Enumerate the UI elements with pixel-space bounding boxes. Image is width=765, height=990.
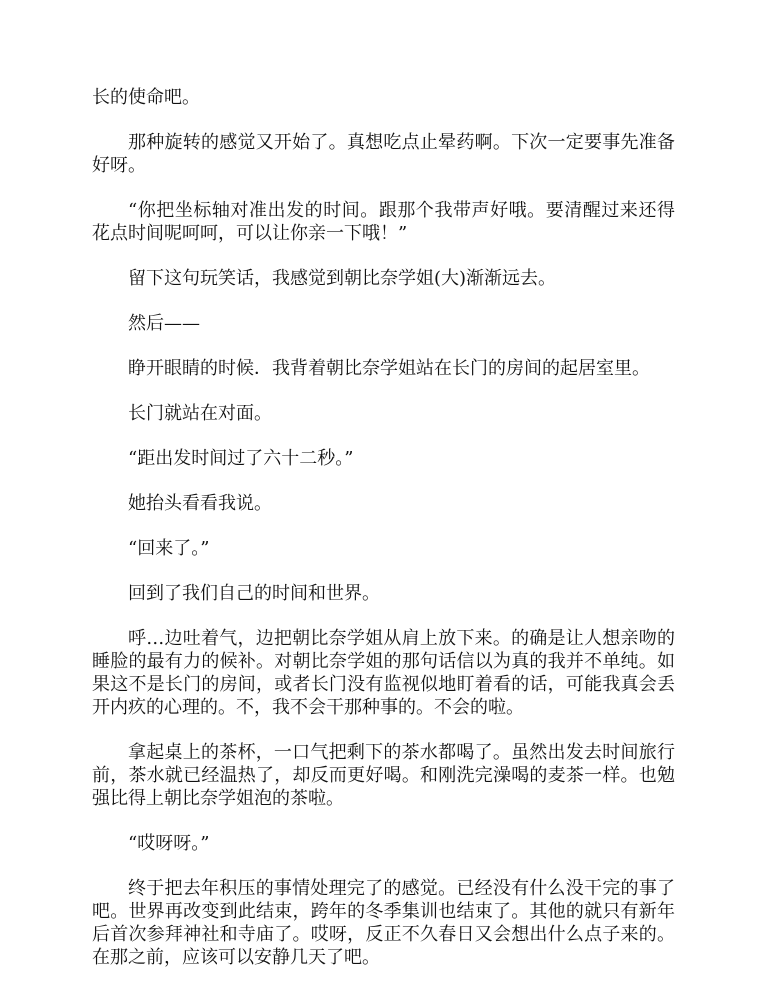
paragraph: 睁开眼睛的时候．我背着朝比奈学姐站在长门的房间的起居室里。 (128, 358, 650, 379)
paragraph: 呼…边吐着气，边把朝比奈学姐从肩上放下来。的确是让人想亲吻的睡脸的最有力的候补。对朝比奈学姐的那句话信以为真的我并不单纯。如果这不是长门的房间，或者长门没有监视似地盯着看的话，可能我真会丢开内疚的心理的。不，我不会干那种事的。不会的啦。 (92, 628, 675, 718)
paragraph: “你把坐标轴对准出发的时间。跟那个我带声好哦。要清醒过来还得花点时间呢呵呵，可以让你亲一下哦！” (92, 200, 675, 244)
paragraph: 终于把去年积压的事情处理完了的感觉。已经没有什么没干完的事了吧。世界再改变到此结束，跨年的冬季集训也结束了。其他的就只有新年后首次参拜神社和寺庙了。哎呀，反正不久春日又会想出什么点子来的。在那之前，应该可以安静几天了吧。 (92, 878, 675, 968)
paragraph-continuation: 长的使命吧。 (92, 87, 200, 108)
paragraph: 她抬头看看我说。 (128, 493, 272, 514)
paragraph: “回来了。” (128, 538, 210, 559)
paragraph: 长门就站在对面。 (128, 403, 272, 424)
paragraph: 然后—— (128, 313, 200, 334)
paragraph: “距出发时间过了六十二秒。” (128, 448, 354, 469)
paragraph: 留下这句玩笑话，我感觉到朝比奈学姐(大)渐渐远去。 (128, 268, 557, 289)
paragraph: 拿起桌上的茶杯，一口气把剩下的茶水都喝了。虽然出发去时间旅行前，茶水就已经温热了，却反而更好喝。和刚洗完澡喝的麦茶一样。也勉强比得上朝比奈学姐泡的茶啦。 (92, 742, 675, 809)
paragraph: 那种旋转的感觉又开始了。真想吃点止晕药啊。下次一定要事先准备好呀。 (92, 132, 675, 176)
paragraph: “哎呀呀。” (128, 833, 210, 854)
paragraph: 回到了我们自己的时间和世界。 (128, 583, 380, 604)
